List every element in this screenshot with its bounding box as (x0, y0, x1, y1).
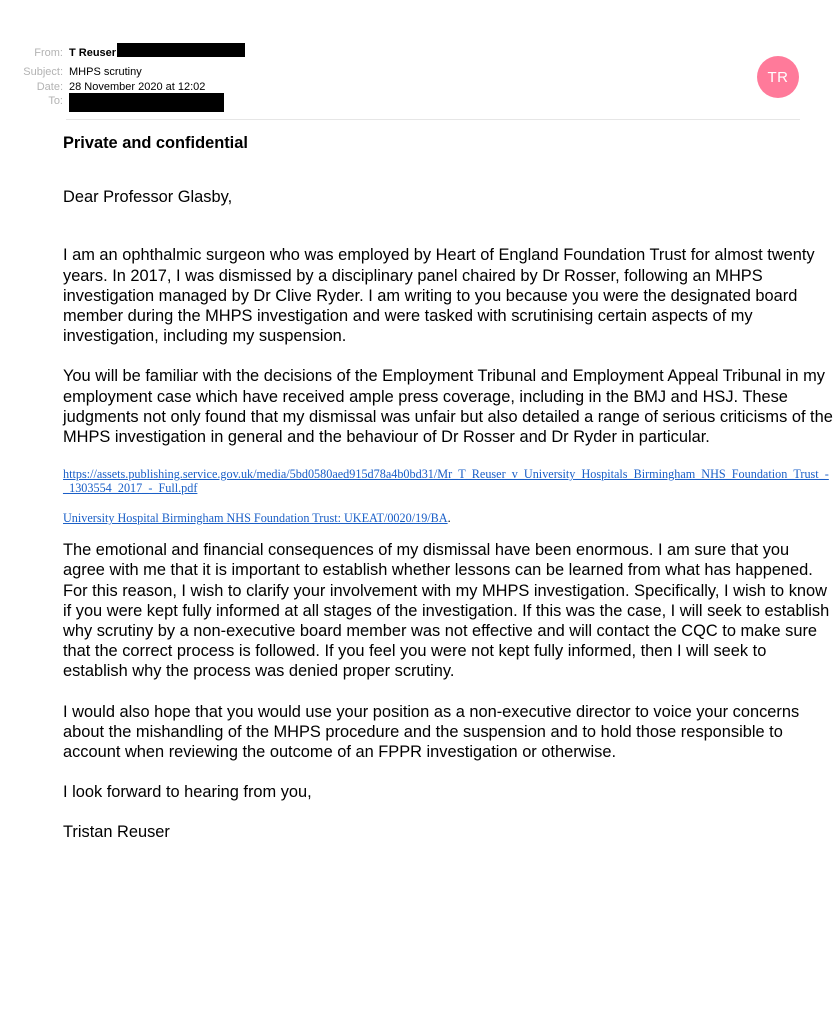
to-row (0, 94, 224, 108)
paragraph-4: I would also hope that you would use your position as a non-executive director to voice your concerns about the mishandling of the MHPS procedure and the suspension and to hold those responsible to account when reviewing the outcome of an FPPR investigation or otherwise. (63, 702, 800, 762)
paragraph-3: The emotional and financial consequences of my dismissal have been enormous. I am sure that you agree with me that it is important to establish whether lessons can be learned from what has happened. For this reason, I wish to clarify your involvement with my MHPS investigation. Specifically, I wish to know if you were kept fully informed at all stages of the investigation. If this was the case, I will seek to establish why scrutiny by a non-executive board member was not effective and will contact the CQC to make sure that the correct process is followed. If you feel you were not kept fully informed, then I will seek to establish why the process was denied proper scrutiny. (63, 541, 830, 681)
link-block-2 (63, 511, 833, 525)
from-label: From: (34, 47, 63, 59)
closing: I look forward to hearing from you, (63, 783, 312, 802)
paragraph-1: I am an ophthalmic surgeon who was employed by Heart of England Foundation Trust for almost twenty years. In 2017, I was dismissed by a disciplinary panel chaired by Dr Rosser, following an MHPS investigation managed by Dr Clive Ryder. I am writing to you because you were the designated board member during the MHPS investigation and were tasked with scrutinising certain aspects of my investigation, including my suspension. (63, 246, 815, 346)
eat-judgment-link[interactable]: University Hospital Birmingham NHS Foundation Trust: UKEAT/0020/19/BA (63, 511, 448, 526)
to-label: To: (48, 95, 63, 107)
signature: Tristan Reuser (63, 823, 170, 842)
subject-label: Subject: (23, 66, 63, 78)
confidential-heading: Private and confidential (63, 134, 248, 152)
email-body (63, 133, 833, 843)
paragraph-2: You will be familiar with the decisions of the Employment Tribunal and Employment Appeal Tribunal in my employment case which have received ample press coverage, including in the BMJ and HSJ. These judgments not only found that my dismissal was unfair but also detailed a range of serious criticisms of the MHPS investigation in general and the behaviour of Dr Rosser and Dr Ryder in particular. (63, 367, 833, 447)
email-header (0, 44, 838, 119)
header-divider (66, 119, 800, 120)
greeting: Dear Professor Glasby, (63, 188, 233, 207)
date-label: Date: (36, 81, 63, 93)
subject-value: MHPS scrutiny (69, 66, 142, 78)
from-value[interactable]: T Reuser (69, 47, 117, 59)
date-value: 28 November 2020 at 12:02 (69, 81, 206, 93)
from-row (0, 46, 245, 60)
sender-avatar[interactable]: TR (757, 56, 799, 98)
redacted-from-address (117, 43, 245, 57)
redacted-to-address (69, 93, 224, 112)
link-2-trailing-period: . (447, 511, 451, 526)
subject-row (0, 65, 142, 79)
link-block-1 (63, 467, 833, 495)
tribunal-judgment-link[interactable]: https://assets.publishing.service.gov.uk/media/5bd0580aed915d78a4b0bd31/Mr_T_Reuser_v_University_Hospitals_Birmingham_NHS_Foundation_Trust_-_1303554_2017_-_Full.pdf (63, 467, 829, 496)
